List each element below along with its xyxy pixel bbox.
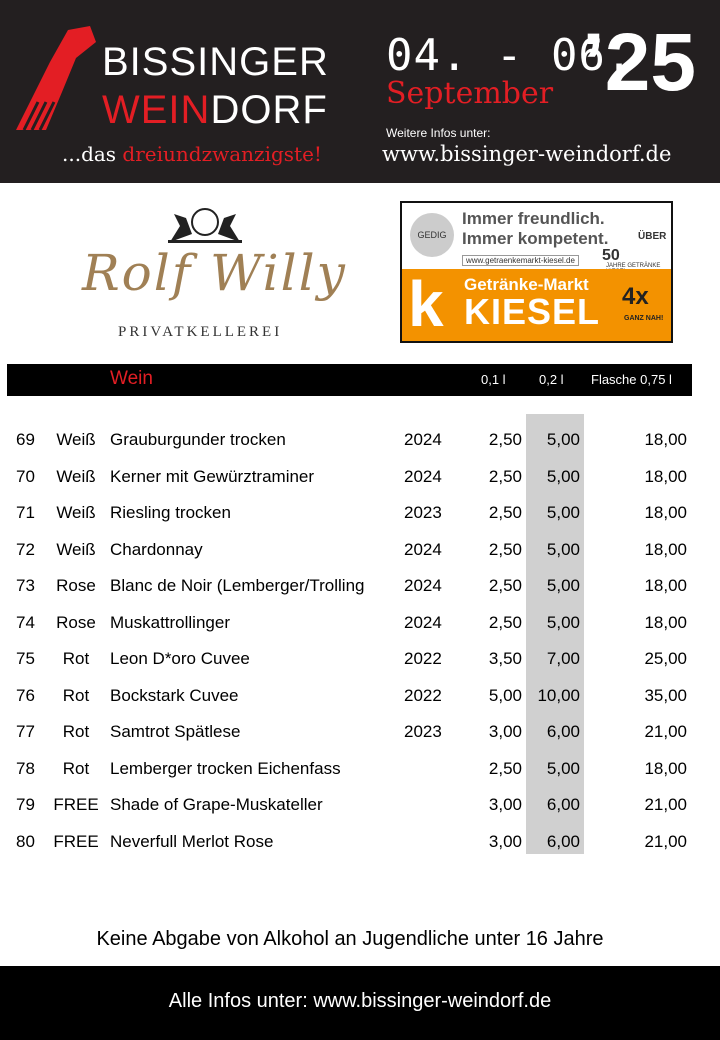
ad-url: www.getraenkemarkt-kiesel.de [462,255,579,266]
cell-p3: 18,00 [644,758,687,778]
cell-p2: 10,00 [537,685,580,705]
table-row [0,536,720,566]
header-wein: Wein [110,368,153,389]
table-row [0,499,720,529]
cell-no: 73 [16,576,35,595]
header-flasche: Flasche 0,75 l [591,372,672,387]
cell-p2: 5,00 [546,430,580,449]
cell-no: 80 [16,831,35,851]
cell-color: FREE [53,795,99,814]
cell-p3: 18,00 [644,576,687,595]
cell-p2: 6,00 [546,722,580,741]
wine-table-header [7,364,692,396]
kiesel-k-logo: k [408,268,444,340]
cell-p3: 35,00 [644,685,687,705]
cell-name: Kerner mit Gewürztraminer [110,466,315,486]
cell-p1: 3,00 [488,722,522,741]
cell-color: FREE [53,831,99,851]
cell-no: 69 [16,430,35,449]
table-row [0,609,720,639]
sponsor-rolf-willy-subtitle: PRIVATKELLEREI [118,324,283,340]
cell-color: Rot [62,722,90,741]
cell-no: 78 [16,758,35,778]
header-0-2l: 0,2 l [539,372,564,387]
table-row [0,572,720,602]
cell-year: 2024 [404,466,442,486]
cell-p3: 18,00 [644,503,687,522]
header-0-1l: 0,1 l [481,372,506,387]
table-row [0,755,720,785]
cell-name: Chardonnay [110,539,203,559]
cell-no: 75 [16,649,35,668]
cell-p1: 2,50 [488,612,522,632]
table-row [0,426,720,456]
cell-p2: 5,00 [546,466,580,486]
cell-year: 2022 [404,649,442,668]
cell-year: 2023 [404,722,442,741]
cell-year: 2024 [404,430,442,449]
cell-p1: 2,50 [488,576,522,595]
cell-p2: 5,00 [546,576,580,595]
cell-p1: 3,50 [488,649,522,668]
ad-years-sub: JAHRE GETRÄNKE [606,263,661,269]
table-row [0,791,720,821]
cell-p3: 18,00 [644,612,687,632]
cell-no: 79 [16,795,35,814]
event-year: ’25 [582,17,696,108]
table-row [0,682,720,712]
cell-year: 2024 [404,539,442,559]
ad-ganz-nah: GANZ NAH! [624,315,664,322]
cell-p2: 5,00 [546,539,580,559]
slogan-prefix: ...das [62,142,123,166]
cell-name: Grauburgunder trocken [110,430,286,449]
cell-p3: 21,00 [644,795,687,814]
brand-name-line1: BISSINGER [102,40,329,84]
cell-p3: 25,00 [644,649,687,668]
cell-no: 74 [16,612,35,632]
cell-p2: 6,00 [546,795,580,814]
cell-color: Rot [62,685,90,705]
cell-p3: 21,00 [644,722,687,741]
cell-p1: 3,00 [488,795,522,814]
footer-bar [0,966,720,1040]
ad-top-section [402,203,671,269]
cell-color: Rot [62,649,90,668]
cell-p2: 5,00 [546,758,580,778]
cell-p3: 21,00 [644,831,687,851]
slogan-highlight: dreiundzwanzigste! [122,142,322,166]
cell-no: 72 [16,539,35,559]
gedig-badge: GEDIG [410,213,454,257]
cell-no: 76 [16,685,35,705]
cell-name: Neverfull Merlot Rose [110,831,274,851]
more-info-label: Weitere Infos unter: [386,126,491,140]
winery-crest-icon [166,204,244,244]
sponsor-rolf-willy-logo: Rolf Willy [82,244,347,302]
footer-info-link[interactable]: Alle Infos unter: www.bissinger-weindorf.de [168,990,552,1012]
header-url-link[interactable]: www.bissinger-weindorf.de [382,142,672,166]
cell-no: 71 [16,503,35,522]
sponsor-kiesel-ad [400,201,673,343]
table-row [0,718,720,748]
cell-no: 70 [16,466,35,486]
cell-color: Weiß [56,466,96,486]
cell-year: 2023 [404,503,442,522]
cell-p2: 6,00 [546,831,580,851]
cell-color: Rose [56,612,96,632]
cell-name: Shade of Grape-Muskateller [110,795,323,814]
cell-p1: 2,50 [488,539,522,559]
brand-name-line2 [102,88,328,132]
cell-color: Weiß [56,503,96,522]
cell-year: 2024 [404,576,442,595]
cell-color: Weiß [56,430,96,449]
cell-p2: 7,00 [546,649,580,668]
cell-p3: 18,00 [644,430,687,449]
brand-wein: WEIN [102,88,211,132]
cell-year: 2024 [404,612,442,632]
cell-no: 77 [16,722,35,741]
ad-bottom-section [402,269,671,341]
cell-year: 2022 [404,685,442,705]
ad-4x: 4x [622,283,649,310]
cell-name: Lemberger trocken Eichenfass [110,758,341,778]
cell-p2: 5,00 [546,612,580,632]
brand-dorf: DORF [210,88,328,132]
youth-protection-notice: Keine Abgabe von Alkohol an Jugendliche unter 16 Jahre [96,928,604,950]
cell-p1: 2,50 [488,430,522,449]
weindorf-logo-icon [10,22,100,134]
cell-color: Rot [62,758,90,778]
cell-p2: 5,00 [546,503,580,522]
cell-name: Blanc de Noir (Lemberger/Trolling [110,576,365,595]
table-row [0,828,720,858]
cell-color: Rose [56,576,96,595]
cell-name: Bockstark Cuvee [110,685,239,705]
cell-p3: 18,00 [644,539,687,559]
cell-p1: 2,50 [488,503,522,522]
cell-name: Muskattrollinger [110,612,230,632]
event-header [0,0,720,183]
cell-p3: 18,00 [644,466,687,486]
cell-p1: 2,50 [488,758,522,778]
cell-p1: 3,00 [488,831,522,851]
slogan [62,142,322,166]
ad-slogan-line1: Immer freundlich. [462,209,605,228]
event-month: September [386,76,554,111]
cell-name: Samtrot Spätlese [110,722,241,741]
ad-getraenkemarkt: Getränke-Markt [464,275,589,294]
ad-years: 50 [602,247,620,264]
table-row [0,463,720,493]
cell-p1: 2,50 [488,466,522,486]
table-row [0,645,720,675]
cell-name: Riesling trocken [110,503,231,522]
ad-slogan-line2: Immer kompetent. [462,229,609,248]
ad-ueber: ÜBER [638,231,667,242]
event-dates: 04. - 06. [386,30,634,81]
cell-color: Weiß [56,539,96,559]
ad-kiesel: KIESEL [464,291,601,332]
cell-p1: 5,00 [488,685,522,705]
cell-name: Leon D*oro Cuvee [110,649,250,668]
